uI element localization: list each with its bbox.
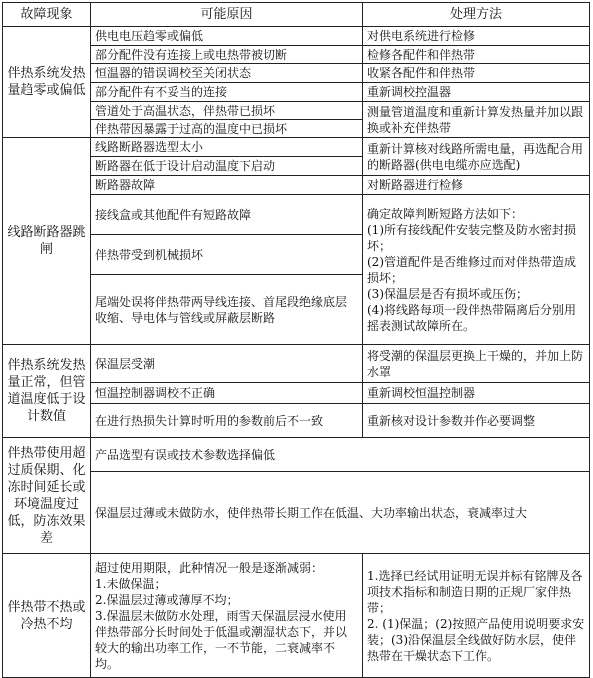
cause-cell: 尾端处误将伴热带两导线连接、首尾段绝缘底层收缩、导电体与管线或屏蔽层断路 (91, 275, 363, 345)
cause-cell: 部分配件有不妥当的连接 (91, 83, 363, 102)
table-row (3, 27, 590, 46)
method-cell: 重新计算核对线路所需电量，再选配合用的断路器(供电电缆亦应选配) (363, 138, 590, 176)
header-phenomenon: 故障现象 (3, 3, 91, 27)
cause-cell: 产品选型有误或技术参数选择偏低 (91, 438, 590, 472)
table-row (3, 102, 590, 120)
cause-cell: 保温层受潮 (91, 345, 363, 383)
table-row (3, 345, 590, 383)
cause-line: 2.保温层过薄或薄厚不均； (95, 592, 239, 607)
cause-cell: 在进行热损失计算时听用的参数前后不一致 (91, 404, 363, 438)
header-row (3, 3, 590, 27)
cause-cell: 保温层过薄或未做防水，使伴热带长期工作在低温、大功率输出状态，衰减率过大 (91, 472, 590, 554)
cause-cell: 断路器故障 (91, 176, 363, 195)
method-line: 确定故障判断短路方法如下： (367, 206, 524, 221)
header-cause: 可能原因 (91, 3, 363, 27)
cause-cell: 伴热带受到机械损坏 (91, 235, 363, 275)
cause-cell: 断路器在低于设计启动温度下启动 (91, 157, 363, 176)
cause-cell: 接线盒或其他配件有短路故障 (91, 195, 363, 235)
cause-cell: 恒温器的错误调校至关闭状态 (91, 64, 363, 83)
cause-line: 超过使用期限，此种情况一般是逐渐减弱： (95, 560, 324, 575)
cause-cell: 部分配件没有连接上或电热带被切断 (91, 46, 363, 64)
table-row (3, 404, 590, 438)
phenomenon-cell: 伴热带不热或冷热不均 (3, 554, 91, 678)
table-row (3, 138, 590, 157)
table-row (3, 83, 590, 102)
table-row (3, 383, 590, 404)
method-line: 1.选择已经试用证明无误并标有铭牌及各项技术指标和制造日期的正规厂家伴热带； (367, 568, 583, 615)
method-cell: 检修各配件和伴热带 (363, 46, 590, 64)
phenomenon-cell: 线路断路器跳闸 (3, 138, 91, 345)
cause-line: 3.保温层未做防水处理，雨雪天保温层浸水使用伴热带部分长时间处于低温或潮湿状态下，并以较大的输出功率工作，一不节能，二衰减率不均。 (95, 608, 348, 671)
method-cell (363, 195, 590, 345)
table-row (3, 195, 590, 235)
fault-table (2, 2, 590, 678)
method-cell: 对断路器进行检修 (363, 176, 590, 195)
cause-line: 1.未做保温； (95, 576, 167, 591)
table-row (3, 64, 590, 83)
phenomenon-cell: 伴热系统发热量趋零或偏低 (3, 27, 91, 138)
cause-cell: 供电电压趋零或偏低 (91, 27, 363, 46)
table-row (3, 438, 590, 472)
table-row (3, 46, 590, 64)
cause-cell: 管道处于高温状态，伴热带已损坏 (91, 102, 363, 120)
header-method: 处理方法 (363, 3, 590, 27)
method-cell: 收紧各配件和伴热带 (363, 64, 590, 83)
cause-cell (91, 554, 363, 678)
method-cell: 重新调校恒温控制器 (363, 383, 590, 404)
method-cell: 对供电系统进行检修 (363, 27, 590, 46)
cause-cell: 伴热带因暴露于过高的温度中已损坏 (91, 120, 363, 138)
phenomenon-cell: 伴热带使用超过质保期、化冻时间延长或环境温度过低，防冻效果差 (3, 438, 91, 554)
method-line: (1)所有接线配件安装完整及防水密封损坏； (367, 222, 576, 253)
method-cell: 将受潮的保温层更换上干燥的，并加上防水罩 (363, 345, 590, 383)
method-line: 2. (1)保温；(2)按照产品使用说明要求安装；(3)沿保温层全线做好防水层，使伴热带在干燥状态下工作。 (367, 616, 585, 663)
table-row (3, 176, 590, 195)
method-line: (4)将线路每项一段伴热带隔离后分别用摇表测试故障所在。 (367, 302, 576, 333)
method-cell: 重新调校控温器 (363, 83, 590, 102)
method-cell: 重新核对设计参数并作必要调整 (363, 404, 590, 438)
method-cell: 测量管道温度和重新计算发热量并加以跟换或补充伴热带 (363, 102, 590, 138)
phenomenon-cell: 伴热系统发热量正常，但管道温度低于设计数值 (3, 345, 91, 438)
method-cell (363, 554, 590, 678)
table-row (3, 472, 590, 554)
method-line: (2)管道配件是否维修过而对伴热带造成损坏； (367, 254, 576, 285)
table-row (3, 554, 590, 678)
cause-cell: 线路断路器选型太小 (91, 138, 363, 157)
method-line: (3)保温层是否有损坏或压伤； (367, 286, 528, 301)
cause-cell: 恒温控制器调校不正确 (91, 383, 363, 404)
